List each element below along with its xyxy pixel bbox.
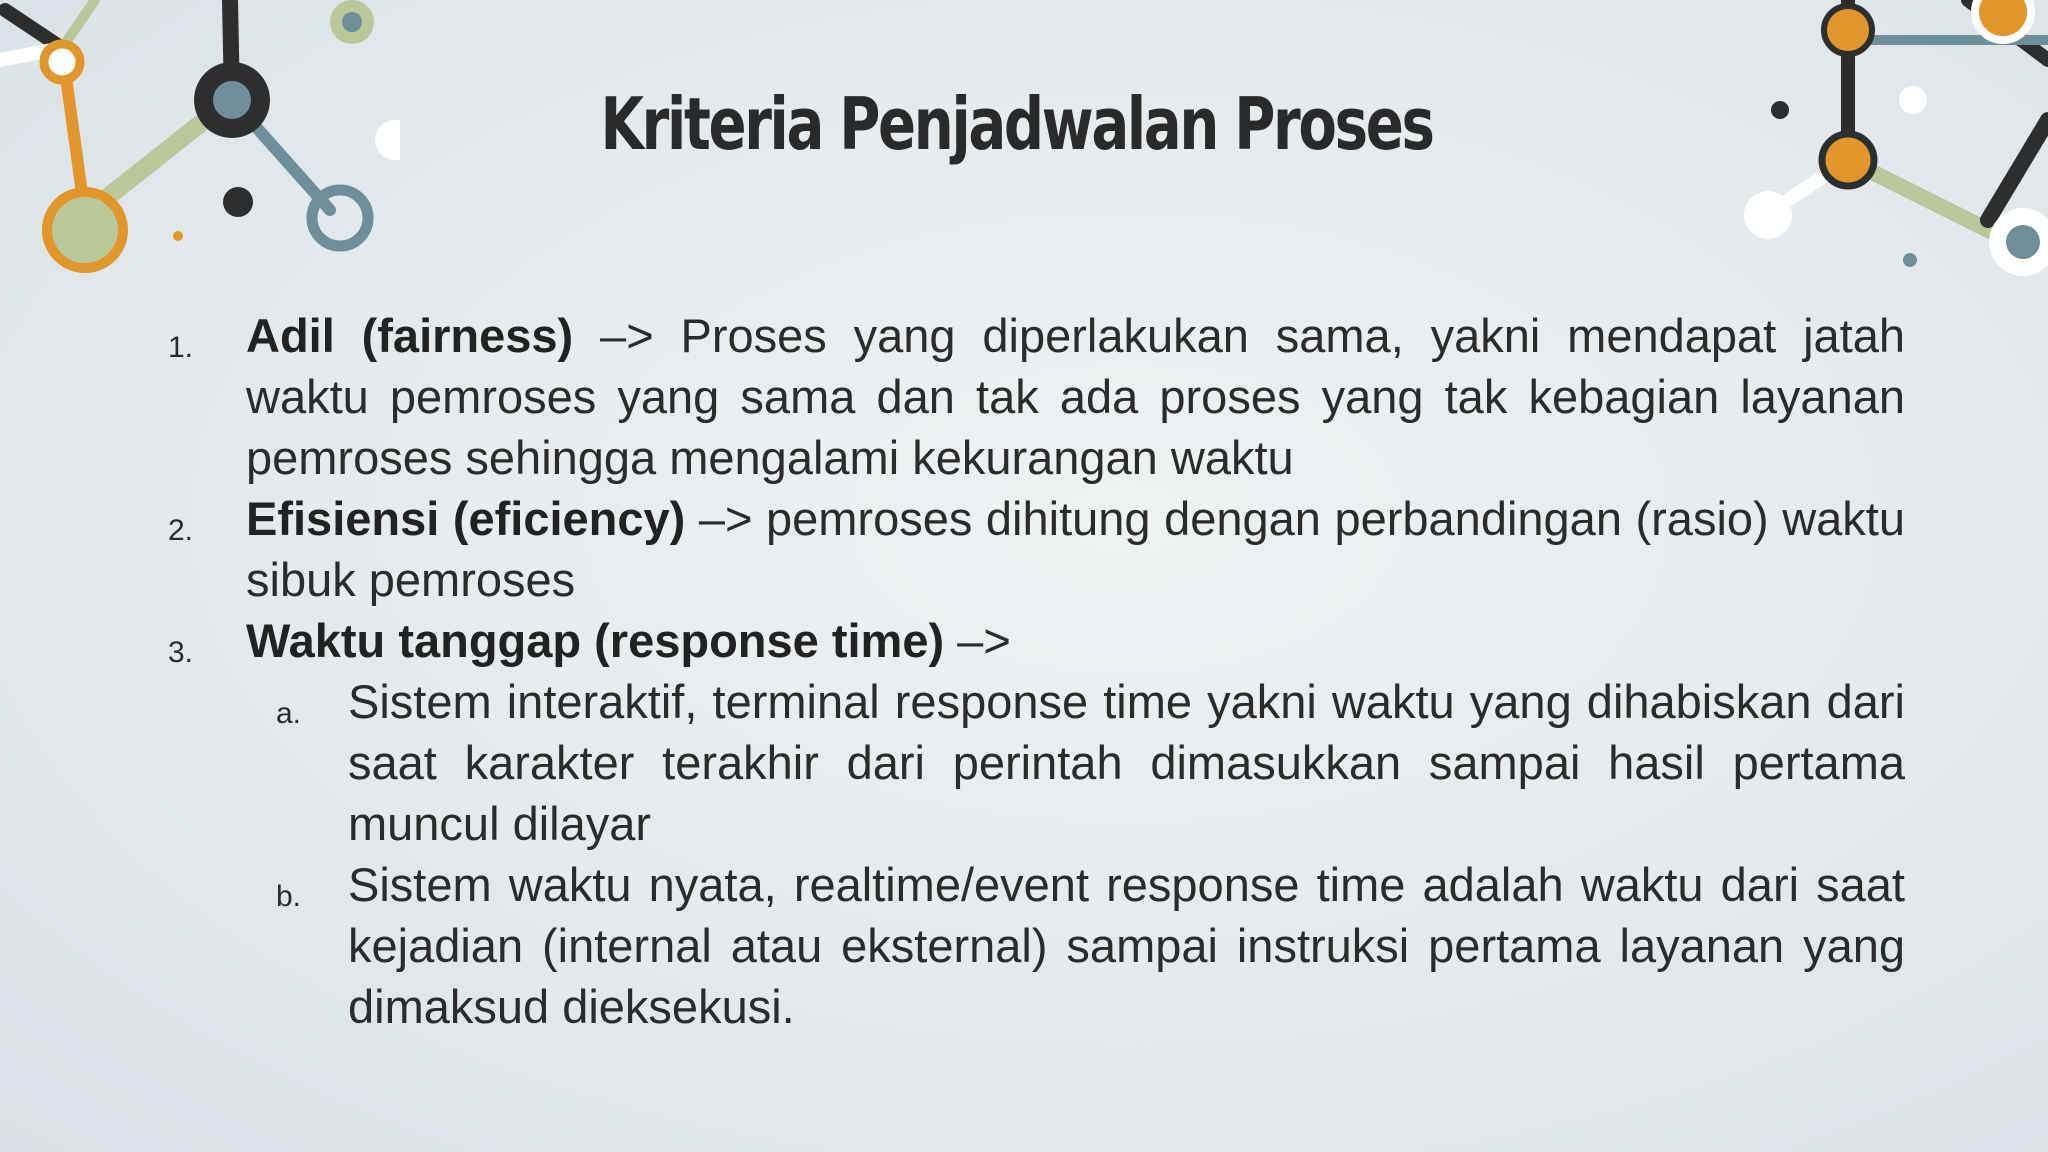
sub-list-item xyxy=(160,671,1905,854)
criteria-description: –> Proses yang diperlakukan sama, yakni mendapat jatah waktu pemroses yang sama dan tak ada proses yang tak kebagian layanan pemroses sehingga mengalami kekurangan waktu xyxy=(246,309,1905,484)
sub-list-item xyxy=(160,854,1905,1037)
sub-item-text: Sistem waktu nyata, realtime/event response time adalah waktu dari saat kejadian (internal atau eksternal) sampai instruksi pertama layanan yang dimaksud dieksekusi. xyxy=(348,858,1905,1033)
list-item xyxy=(160,610,1905,671)
list-number: 2. xyxy=(168,514,194,547)
list-item xyxy=(160,488,1905,610)
criteria-description: –> xyxy=(944,614,1011,667)
slide-title: Kriteria Penjadwalan Proses xyxy=(600,82,1433,166)
sub-list-letter: a. xyxy=(276,697,302,730)
criteria-term: Adil (fairness) xyxy=(246,309,574,362)
criteria-term: Waktu tanggap (response time) xyxy=(246,614,945,667)
sub-item-text: Sistem interaktif, terminal response time yakni waktu yang dihabiskan dari saat karakter terakhir dari perintah dimasukkan sampai hasil pertama muncul dilayar xyxy=(348,675,1905,850)
criteria-term: Efisiensi (eficiency) xyxy=(246,492,686,545)
list-number: 3. xyxy=(168,636,194,669)
list-item xyxy=(160,305,1905,488)
sub-list-letter: b. xyxy=(276,880,302,913)
list-number: 1. xyxy=(168,331,194,364)
criteria-description: –> pemroses dihitung dengan perbandingan (rasio) waktu sibuk pemroses xyxy=(246,492,1905,606)
criteria-list xyxy=(160,305,1905,1037)
